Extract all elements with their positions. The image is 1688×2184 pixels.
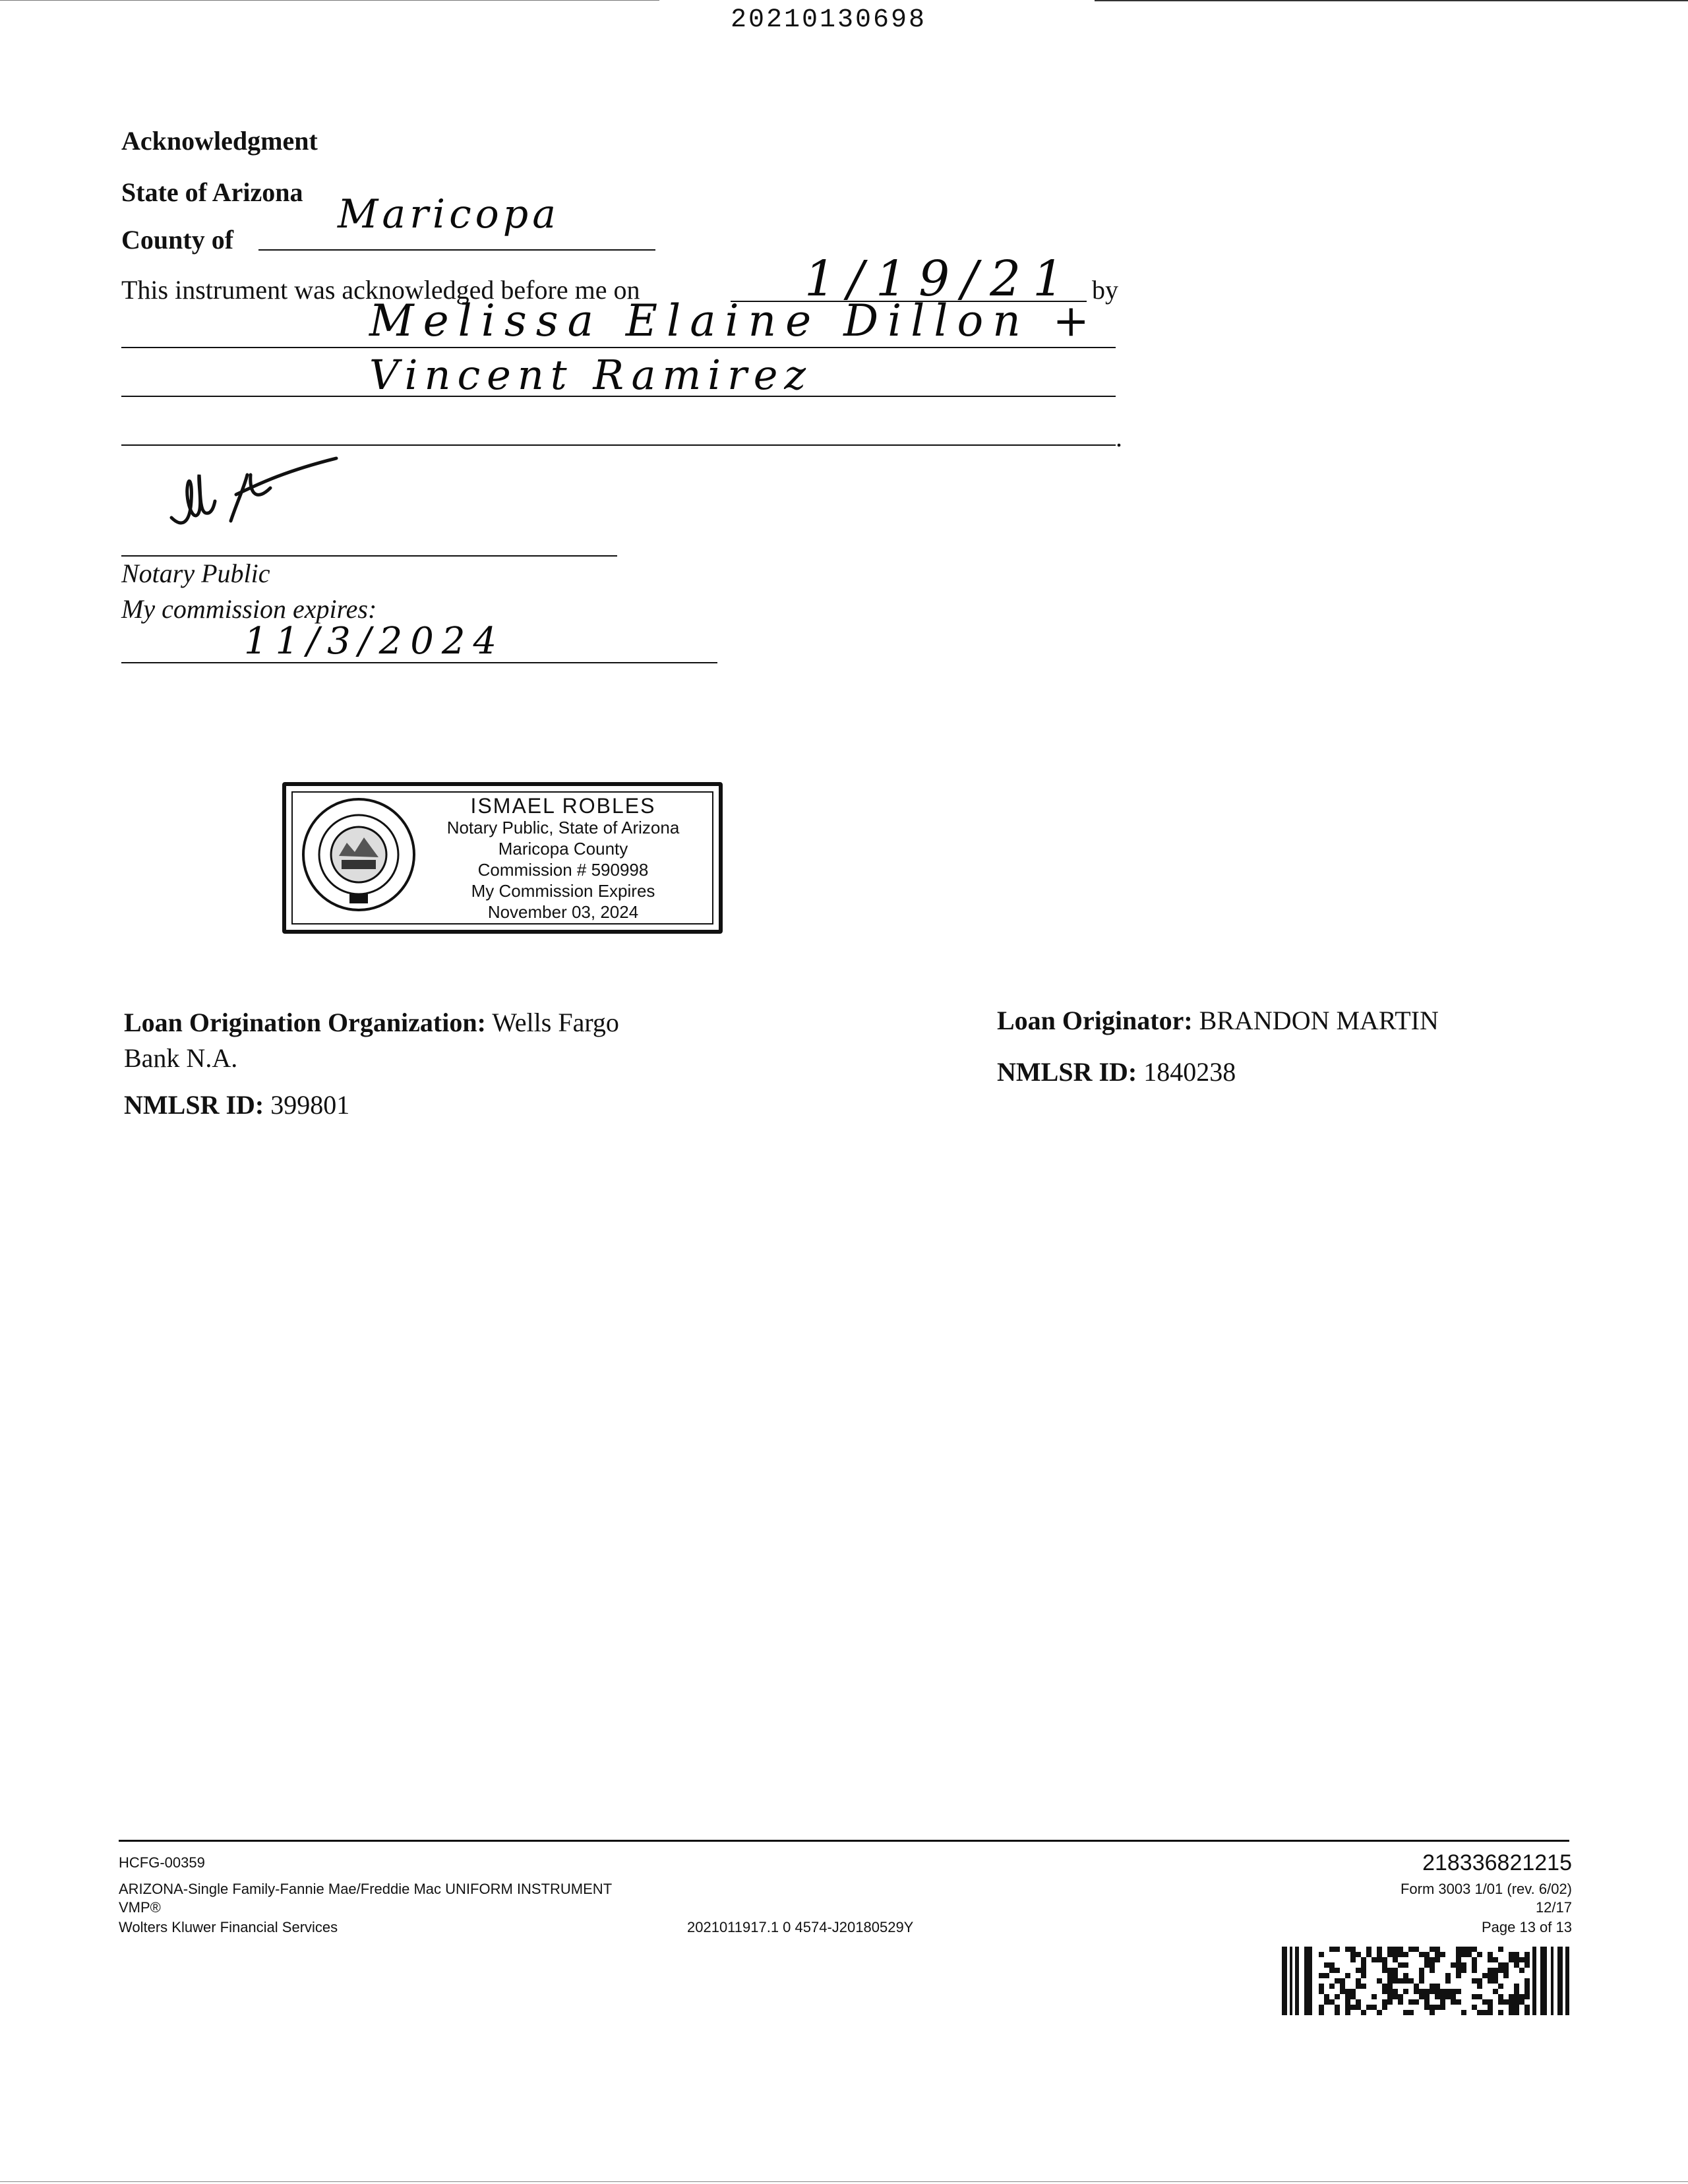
- county-line: [258, 249, 655, 251]
- loan-originator-value: BRANDON MARTIN: [1199, 1006, 1439, 1035]
- loan-org-line-1: [124, 1005, 619, 1041]
- state-label: State of Arizona: [121, 177, 303, 207]
- person-1-handwritten: Melissa Elaine Dillon +: [369, 295, 1099, 346]
- loan-org-nmlsr: [124, 1089, 349, 1120]
- acknowledgment-heading: Acknowledgment: [121, 126, 318, 156]
- footer-form-number: Form 3003 1/01 (rev. 6/02): [1400, 1881, 1572, 1897]
- loan-org-label: Loan Origination Organization:: [124, 1008, 486, 1037]
- loan-org-value-2: Bank N.A.: [124, 1043, 238, 1073]
- notary-signature: [158, 448, 356, 541]
- loan-originator-nmlsr: [997, 1056, 1236, 1087]
- commission-label: My commission expires:: [121, 594, 377, 624]
- notary-stamp-line-4: My Commission Expires: [471, 881, 655, 901]
- loan-originator: [997, 1005, 1439, 1036]
- notary-stamp-line-3: Commission # 590998: [477, 860, 649, 880]
- notary-signature-line: [121, 555, 617, 557]
- top-scan-line-left: [0, 0, 659, 1]
- document-number: 20210130698: [731, 5, 927, 35]
- commission-handwritten: 11/3/2024: [244, 620, 505, 663]
- footer-form-desc: ARIZONA-Single Family-Fannie Mae/Freddie Mac UNIFORM INSTRUMENT: [119, 1881, 613, 1897]
- loan-originator-nmlsr-value: 1840238: [1143, 1057, 1236, 1087]
- footer-ref-code: 2021011917.1 0 4574-J20180529Y: [687, 1919, 914, 1935]
- footer-vmp: VMP®: [119, 1899, 161, 1916]
- loan-org-block: [124, 1005, 619, 1076]
- commission-line: [121, 662, 717, 663]
- by-label: by: [1092, 275, 1118, 305]
- person-2-handwritten: Vincent Ramirez: [369, 351, 813, 399]
- footer-code: HCFG-00359: [119, 1854, 205, 1871]
- notary-stamp-line-2: Maricopa County: [498, 839, 628, 859]
- notary-stamp: [282, 782, 723, 934]
- bottom-scan-line: [0, 2181, 1688, 2182]
- footer-divider: [119, 1840, 1569, 1842]
- loan-org-nmlsr-label: NMLSR ID:: [124, 1090, 264, 1120]
- instrument-text: This instrument was acknowledged before me on: [121, 275, 640, 305]
- footer-publisher: Wolters Kluwer Financial Services: [119, 1919, 338, 1935]
- footer-page: Page 13 of 13: [1481, 1919, 1572, 1935]
- person-line-3: [121, 444, 1116, 446]
- top-scan-line-right: [1095, 0, 1688, 1]
- date-handwritten: 1/19/21: [804, 251, 1076, 307]
- person-line-1: [121, 347, 1116, 348]
- footer-loan-number: 218336821215: [1422, 1850, 1572, 1875]
- notary-stamp-line-1: Notary Public, State of Arizona: [446, 818, 680, 837]
- loan-originator-label: Loan Originator:: [997, 1006, 1193, 1035]
- person-line-3-period: .: [1116, 423, 1122, 452]
- notary-name: ISMAEL ROBLES: [470, 794, 656, 818]
- notary-public-label: Notary Public: [121, 559, 270, 588]
- notary-stamp-line-5: November 03, 2024: [487, 902, 639, 922]
- loan-org-nmlsr-value: 399801: [270, 1090, 350, 1120]
- county-handwritten: Maricopa: [338, 191, 560, 237]
- loan-org-value-1: Wells Fargo: [492, 1008, 619, 1037]
- county-label: County of: [121, 225, 234, 255]
- arizona-seal-icon: [301, 797, 417, 913]
- footer-revision: 12/17: [1535, 1899, 1572, 1916]
- barcode: [1282, 1947, 1569, 2015]
- loan-originator-nmlsr-label: NMLSR ID:: [997, 1057, 1137, 1087]
